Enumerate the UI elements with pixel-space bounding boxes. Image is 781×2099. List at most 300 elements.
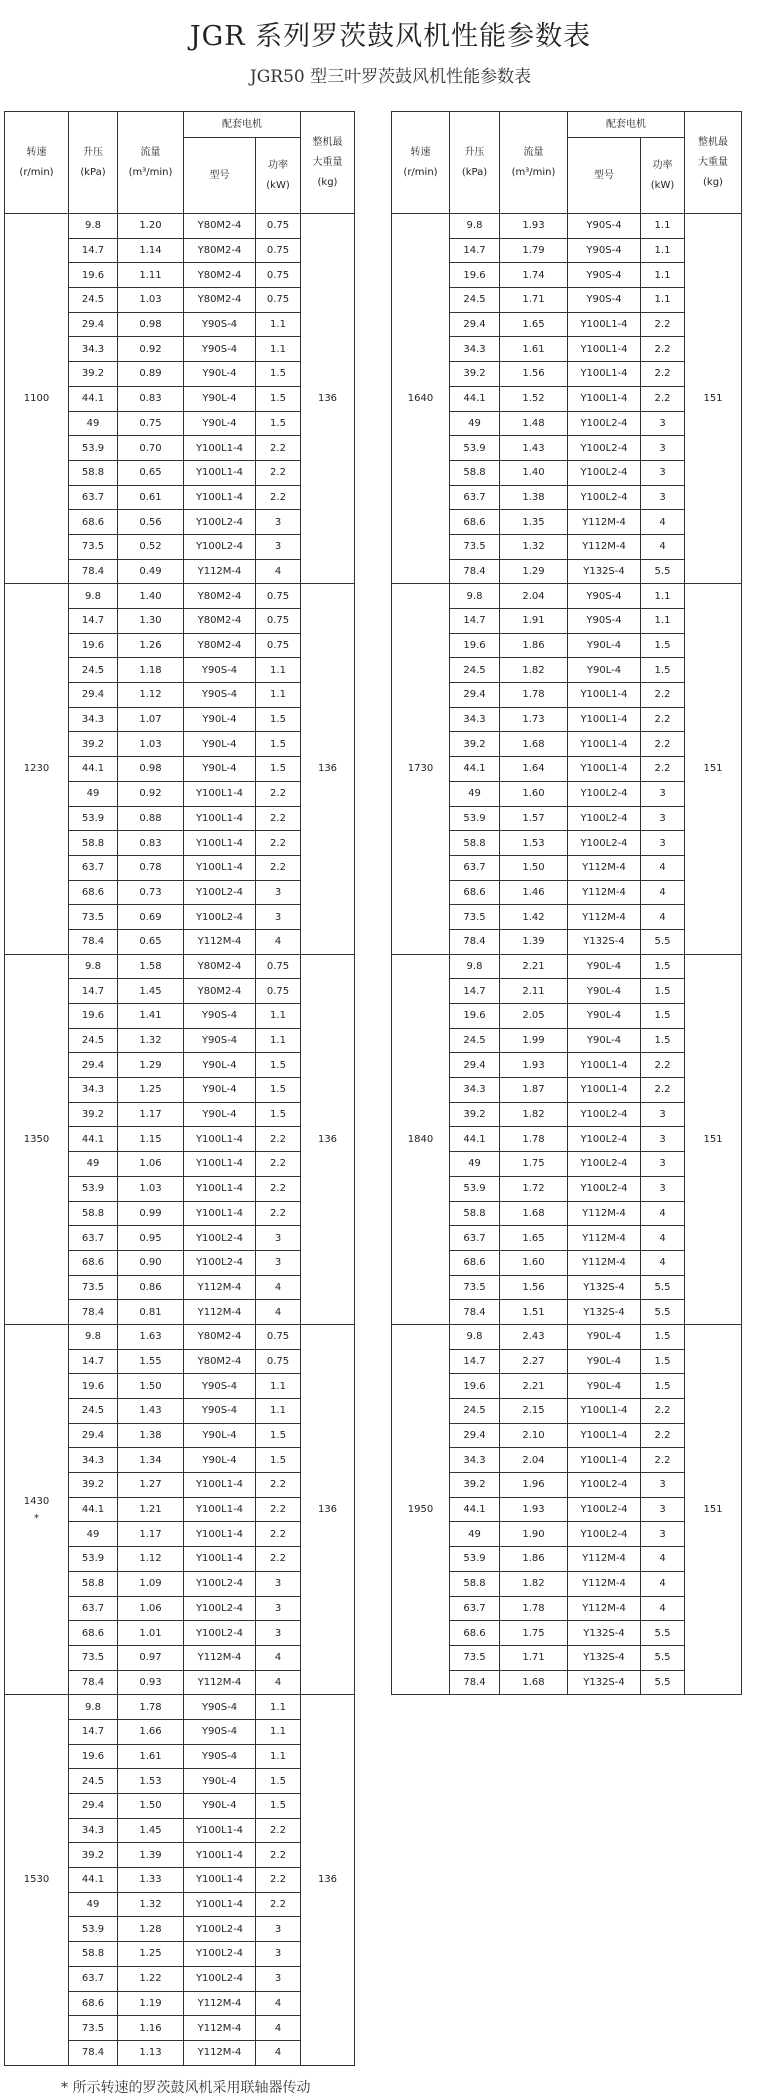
flow-cell: 1.38 <box>118 1423 184 1448</box>
flow-cell: 1.68 <box>500 1201 568 1226</box>
model-cell: Y90L-4 <box>184 386 256 411</box>
power-cell: 5.5 <box>641 1670 685 1695</box>
flow-cell: 1.50 <box>118 1374 184 1399</box>
power-cell: 1.5 <box>641 954 685 979</box>
model-cell: Y100L1-4 <box>568 757 641 782</box>
model-cell: Y90L-4 <box>184 707 256 732</box>
pressure-cell: 73.5 <box>69 905 118 930</box>
power-cell: 3 <box>256 1250 301 1275</box>
model-cell: Y132S-4 <box>568 1275 641 1300</box>
flow-cell: 1.45 <box>118 1818 184 1843</box>
pressure-cell: 34.3 <box>69 707 118 732</box>
model-cell: Y100L2-4 <box>184 1917 256 1942</box>
power-cell: 5.5 <box>641 1645 685 1670</box>
model-cell: Y90L-4 <box>568 633 641 658</box>
flow-cell: 1.60 <box>500 1250 568 1275</box>
pressure-cell: 78.4 <box>450 1670 500 1695</box>
flow-cell: 1.35 <box>500 510 568 535</box>
flow-cell: 1.01 <box>118 1621 184 1646</box>
model-cell: Y80M2-4 <box>184 1349 256 1374</box>
model-cell: Y112M-4 <box>568 1596 641 1621</box>
power-cell: 2.2 <box>256 1892 301 1917</box>
pressure-cell: 63.7 <box>69 1596 118 1621</box>
flow-cell: 1.28 <box>118 1917 184 1942</box>
weight-header: 整机最 大重量 (kg) <box>685 112 742 214</box>
power-cell: 0.75 <box>256 214 301 239</box>
model-cell: Y112M-4 <box>568 1571 641 1596</box>
table-row <box>392 954 742 979</box>
model-cell: Y90L-4 <box>568 979 641 1004</box>
model-cell: Y80M2-4 <box>184 263 256 288</box>
model-cell: Y80M2-4 <box>184 238 256 263</box>
power-cell: 4 <box>641 534 685 559</box>
flow-cell: 1.86 <box>500 633 568 658</box>
power-header: 功率 (kW) <box>641 138 685 214</box>
table-body-left <box>5 214 355 2066</box>
pressure-cell: 53.9 <box>450 1547 500 1572</box>
power-cell: 1.1 <box>641 238 685 263</box>
power-cell: 1.5 <box>256 386 301 411</box>
flow-cell: 1.19 <box>118 1991 184 2016</box>
flow-cell: 1.09 <box>118 1571 184 1596</box>
pressure-cell: 53.9 <box>69 1547 118 1572</box>
flow-cell: 2.21 <box>500 1374 568 1399</box>
pressure-cell: 9.8 <box>450 584 500 609</box>
power-cell: 4 <box>641 510 685 535</box>
power-cell: 3 <box>256 1226 301 1251</box>
pressure-cell: 14.7 <box>69 1349 118 1374</box>
power-cell: 2.2 <box>256 1547 301 1572</box>
model-cell: Y100L1-4 <box>184 831 256 856</box>
power-cell: 1.1 <box>641 609 685 634</box>
model-cell: Y100L2-4 <box>568 1176 641 1201</box>
weight-cell: 151 <box>685 214 742 584</box>
model-cell: Y90S-4 <box>184 1374 256 1399</box>
weight-cell: 136 <box>301 584 355 954</box>
power-cell: 1.1 <box>641 584 685 609</box>
model-cell: Y90L-4 <box>568 1374 641 1399</box>
pressure-cell: 19.6 <box>450 263 500 288</box>
power-cell: 5.5 <box>641 1621 685 1646</box>
model-cell: Y112M-4 <box>568 1547 641 1572</box>
flow-cell: 1.27 <box>118 1473 184 1498</box>
flow-cell: 1.68 <box>500 732 568 757</box>
pressure-cell: 9.8 <box>450 954 500 979</box>
power-cell: 3 <box>641 806 685 831</box>
power-cell: 1.5 <box>256 1448 301 1473</box>
flow-cell: 1.87 <box>500 1078 568 1103</box>
model-cell: Y100L2-4 <box>568 1152 641 1177</box>
pressure-cell: 53.9 <box>450 806 500 831</box>
power-cell: 1.5 <box>641 1324 685 1349</box>
flow-cell: 2.11 <box>500 979 568 1004</box>
model-cell: Y100L1-4 <box>568 707 641 732</box>
model-cell: Y90S-4 <box>184 1004 256 1029</box>
model-cell: Y90L-4 <box>184 411 256 436</box>
pressure-cell: 34.3 <box>69 1818 118 1843</box>
model-cell: Y90L-4 <box>184 1423 256 1448</box>
power-cell: 4 <box>256 2016 301 2041</box>
flow-cell: 1.40 <box>500 460 568 485</box>
model-cell: Y90S-4 <box>184 658 256 683</box>
power-cell: 3 <box>641 831 685 856</box>
power-cell: 3 <box>256 1571 301 1596</box>
pressure-cell: 19.6 <box>450 1004 500 1029</box>
flow-cell: 1.66 <box>118 1719 184 1744</box>
power-cell: 2.2 <box>641 1399 685 1424</box>
model-cell: Y100L1-4 <box>568 1448 641 1473</box>
pressure-cell: 9.8 <box>69 584 118 609</box>
flow-cell: 0.83 <box>118 386 184 411</box>
pressure-cell: 24.5 <box>69 1769 118 1794</box>
flow-cell: 1.06 <box>118 1596 184 1621</box>
power-cell: 1.5 <box>641 633 685 658</box>
pressure-cell: 44.1 <box>69 1497 118 1522</box>
pressure-cell: 34.3 <box>450 707 500 732</box>
speed-cell: 1950 <box>392 1324 450 1694</box>
flow-cell: 0.92 <box>118 781 184 806</box>
flow-cell: 1.53 <box>118 1769 184 1794</box>
power-cell: 1.5 <box>256 1794 301 1819</box>
flow-cell: 0.73 <box>118 880 184 905</box>
pressure-cell: 68.6 <box>69 510 118 535</box>
flow-cell: 0.70 <box>118 436 184 461</box>
power-cell: 4 <box>641 1596 685 1621</box>
flow-cell: 2.27 <box>500 1349 568 1374</box>
pressure-cell: 78.4 <box>69 1670 118 1695</box>
flow-cell: 1.74 <box>500 263 568 288</box>
speed-cell: 1100 <box>5 214 69 584</box>
pressure-cell: 24.5 <box>69 288 118 313</box>
pressure-cell: 34.3 <box>450 1448 500 1473</box>
power-cell: 1.5 <box>256 757 301 782</box>
pressure-cell: 44.1 <box>450 1127 500 1152</box>
pressure-cell: 24.5 <box>69 658 118 683</box>
flow-cell: 1.75 <box>500 1621 568 1646</box>
pressure-cell: 19.6 <box>69 1744 118 1769</box>
model-cell: Y90L-4 <box>568 1004 641 1029</box>
model-cell: Y90L-4 <box>184 1102 256 1127</box>
power-cell: 2.2 <box>641 757 685 782</box>
flow-cell: 1.93 <box>500 214 568 239</box>
flow-cell: 2.04 <box>500 584 568 609</box>
speed-cell: 1730 <box>392 584 450 954</box>
power-cell: 2.2 <box>256 436 301 461</box>
table-body-right <box>392 214 742 1695</box>
pressure-cell: 34.3 <box>69 337 118 362</box>
pressure-cell: 58.8 <box>450 831 500 856</box>
pressure-cell: 63.7 <box>69 1226 118 1251</box>
speed-cell: 1640 <box>392 214 450 584</box>
flow-cell: 1.82 <box>500 1102 568 1127</box>
model-cell: Y80M2-4 <box>184 609 256 634</box>
flow-cell: 1.50 <box>118 1794 184 1819</box>
flow-cell: 2.21 <box>500 954 568 979</box>
model-cell: Y90S-4 <box>184 1744 256 1769</box>
flow-cell: 1.78 <box>500 683 568 708</box>
model-cell: Y100L1-4 <box>568 312 641 337</box>
model-cell: Y100L1-4 <box>184 1892 256 1917</box>
weight-cell: 151 <box>685 584 742 954</box>
power-cell: 3 <box>256 1596 301 1621</box>
weight-cell: 136 <box>301 954 355 1324</box>
flow-cell: 1.52 <box>500 386 568 411</box>
model-cell: Y132S-4 <box>568 929 641 954</box>
flow-cell: 1.56 <box>500 362 568 387</box>
pressure-cell: 34.3 <box>450 1078 500 1103</box>
pressure-cell: 78.4 <box>450 559 500 584</box>
power-cell: 2.2 <box>256 1843 301 1868</box>
power-cell: 1.1 <box>641 214 685 239</box>
pressure-cell: 29.4 <box>69 1053 118 1078</box>
power-cell: 4 <box>256 929 301 954</box>
model-cell: Y100L2-4 <box>184 880 256 905</box>
flow-cell: 1.82 <box>500 658 568 683</box>
flow-cell: 1.14 <box>118 238 184 263</box>
pressure-cell: 29.4 <box>450 1053 500 1078</box>
pressure-cell: 24.5 <box>450 1028 500 1053</box>
flow-cell: 1.22 <box>118 1966 184 1991</box>
flow-cell: 0.83 <box>118 831 184 856</box>
model-cell: Y90S-4 <box>568 263 641 288</box>
flow-cell: 1.34 <box>118 1448 184 1473</box>
model-cell: Y112M-4 <box>568 855 641 880</box>
flow-cell: 1.64 <box>500 757 568 782</box>
model-cell: Y90S-4 <box>184 312 256 337</box>
model-cell: Y100L1-4 <box>184 1473 256 1498</box>
model-cell: Y100L2-4 <box>568 1102 641 1127</box>
flow-cell: 1.32 <box>118 1892 184 1917</box>
pressure-cell: 49 <box>450 1522 500 1547</box>
model-cell: Y100L1-4 <box>184 781 256 806</box>
pressure-cell: 9.8 <box>69 1695 118 1720</box>
flow-cell: 1.43 <box>500 436 568 461</box>
model-cell: Y100L1-4 <box>184 1152 256 1177</box>
model-cell: Y90L-4 <box>568 1324 641 1349</box>
model-cell: Y100L2-4 <box>184 905 256 930</box>
model-cell: Y100L2-4 <box>184 1621 256 1646</box>
flow-cell: 1.38 <box>500 485 568 510</box>
power-cell: 0.75 <box>256 238 301 263</box>
pressure-cell: 9.8 <box>69 214 118 239</box>
power-cell: 2.2 <box>641 1053 685 1078</box>
pressure-cell: 14.7 <box>450 1349 500 1374</box>
flow-cell: 1.86 <box>500 1547 568 1572</box>
model-cell: Y112M-4 <box>568 1201 641 1226</box>
pressure-cell: 58.8 <box>69 1571 118 1596</box>
model-cell: Y90S-4 <box>184 337 256 362</box>
pressure-cell: 78.4 <box>69 559 118 584</box>
flow-cell: 2.05 <box>500 1004 568 1029</box>
weight-header: 整机最 大重量 (kg) <box>301 112 355 214</box>
flow-cell: 1.29 <box>118 1053 184 1078</box>
power-cell: 2.2 <box>256 806 301 831</box>
flow-cell: 0.99 <box>118 1201 184 1226</box>
power-cell: 2.2 <box>641 732 685 757</box>
power-cell: 4 <box>256 559 301 584</box>
pressure-cell: 39.2 <box>450 1473 500 1498</box>
flow-cell: 1.25 <box>118 1078 184 1103</box>
motor-header: 配套电机 <box>568 112 685 138</box>
flow-cell: 1.71 <box>500 288 568 313</box>
model-cell: Y90S-4 <box>184 1695 256 1720</box>
power-cell: 1.5 <box>641 1374 685 1399</box>
speed-header: 转速 (r/min) <box>392 112 450 214</box>
pressure-cell: 53.9 <box>69 806 118 831</box>
flow-cell: 1.03 <box>118 288 184 313</box>
weight-cell: 151 <box>685 954 742 1324</box>
pressure-cell: 73.5 <box>69 2016 118 2041</box>
flow-cell: 0.75 <box>118 411 184 436</box>
model-cell: Y90L-4 <box>184 1769 256 1794</box>
flow-cell: 1.79 <box>500 238 568 263</box>
flow-cell: 2.10 <box>500 1423 568 1448</box>
model-cell: Y100L2-4 <box>568 485 641 510</box>
model-cell: Y100L1-4 <box>568 1399 641 1424</box>
model-cell: Y90L-4 <box>184 1794 256 1819</box>
flow-cell: 1.16 <box>118 2016 184 2041</box>
power-cell: 1.5 <box>256 1102 301 1127</box>
model-cell: Y132S-4 <box>568 1621 641 1646</box>
flow-cell: 1.50 <box>500 855 568 880</box>
power-cell: 4 <box>256 1300 301 1325</box>
model-cell: Y100L2-4 <box>184 534 256 559</box>
pressure-cell: 44.1 <box>69 757 118 782</box>
power-cell: 3 <box>256 510 301 535</box>
flow-cell: 1.61 <box>118 1744 184 1769</box>
model-cell: Y112M-4 <box>184 1991 256 2016</box>
power-cell: 1.5 <box>256 362 301 387</box>
speed-header: 转速 (r/min) <box>5 112 69 214</box>
power-cell: 0.75 <box>256 1349 301 1374</box>
pressure-cell: 14.7 <box>450 979 500 1004</box>
flow-cell: 0.86 <box>118 1275 184 1300</box>
pressure-cell: 73.5 <box>450 1645 500 1670</box>
pressure-cell: 39.2 <box>69 362 118 387</box>
speed-cell: 1230 <box>5 584 69 954</box>
power-cell: 4 <box>641 1226 685 1251</box>
power-cell: 2.2 <box>641 1078 685 1103</box>
pressure-cell: 24.5 <box>450 1399 500 1424</box>
model-cell: Y100L1-4 <box>568 732 641 757</box>
flow-cell: 1.32 <box>500 534 568 559</box>
model-cell: Y100L1-4 <box>184 1201 256 1226</box>
model-cell: Y112M-4 <box>184 929 256 954</box>
power-cell: 2.2 <box>256 1152 301 1177</box>
power-cell: 1.1 <box>256 683 301 708</box>
power-cell: 4 <box>641 905 685 930</box>
pressure-cell: 73.5 <box>69 534 118 559</box>
model-cell: Y100L2-4 <box>568 460 641 485</box>
flow-cell: 1.33 <box>118 1868 184 1893</box>
flow-cell: 0.92 <box>118 337 184 362</box>
flow-cell: 1.03 <box>118 732 184 757</box>
power-cell: 3 <box>641 1176 685 1201</box>
table-row <box>392 214 742 239</box>
model-cell: Y112M-4 <box>184 559 256 584</box>
pressure-cell: 44.1 <box>69 1868 118 1893</box>
pressure-cell: 49 <box>69 411 118 436</box>
model-cell: Y100L1-4 <box>184 806 256 831</box>
flow-cell: 1.91 <box>500 609 568 634</box>
flow-cell: 1.41 <box>118 1004 184 1029</box>
power-cell: 3 <box>641 1127 685 1152</box>
flow-cell: 1.75 <box>500 1152 568 1177</box>
power-cell: 4 <box>256 2040 301 2065</box>
pressure-cell: 68.6 <box>450 1621 500 1646</box>
flow-cell: 1.12 <box>118 683 184 708</box>
pressure-cell: 34.3 <box>450 337 500 362</box>
flow-cell: 1.82 <box>500 1571 568 1596</box>
pressure-cell: 14.7 <box>69 609 118 634</box>
performance-table-right <box>391 111 742 1695</box>
model-cell: Y90S-4 <box>568 288 641 313</box>
power-cell: 3 <box>256 880 301 905</box>
power-cell: 3 <box>256 1621 301 1646</box>
flow-cell: 1.46 <box>500 880 568 905</box>
power-cell: 0.75 <box>256 609 301 634</box>
model-cell: Y90S-4 <box>184 683 256 708</box>
model-cell: Y100L1-4 <box>184 1127 256 1152</box>
pressure-cell: 29.4 <box>450 1423 500 1448</box>
motor-header: 配套电机 <box>184 112 301 138</box>
page-subtitle: JGR50 型三叶罗茨鼓风机性能参数表 <box>249 67 532 87</box>
table-row <box>5 954 355 979</box>
power-cell: 2.2 <box>641 386 685 411</box>
pressure-cell: 49 <box>69 1522 118 1547</box>
power-cell: 3 <box>641 1473 685 1498</box>
pressure-cell: 34.3 <box>69 1448 118 1473</box>
flow-cell: 0.89 <box>118 362 184 387</box>
power-cell: 3 <box>256 1917 301 1942</box>
model-cell: Y80M2-4 <box>184 633 256 658</box>
pressure-cell: 14.7 <box>69 238 118 263</box>
power-cell: 3 <box>256 905 301 930</box>
pressure-cell: 58.8 <box>69 1201 118 1226</box>
flow-cell: 1.60 <box>500 781 568 806</box>
power-cell: 3 <box>641 411 685 436</box>
model-cell: Y112M-4 <box>568 534 641 559</box>
pressure-cell: 63.7 <box>450 1596 500 1621</box>
power-cell: 2.2 <box>256 781 301 806</box>
pressure-cell: 29.4 <box>69 683 118 708</box>
flow-cell: 1.25 <box>118 1942 184 1967</box>
model-cell: Y112M-4 <box>184 2040 256 2065</box>
speed-cell: 1350 <box>5 954 69 1324</box>
pressure-cell: 24.5 <box>450 658 500 683</box>
power-cell: 4 <box>641 1571 685 1596</box>
power-cell: 1.5 <box>641 1028 685 1053</box>
model-cell: Y100L2-4 <box>568 831 641 856</box>
model-cell: Y100L1-4 <box>184 1497 256 1522</box>
power-cell: 1.5 <box>641 658 685 683</box>
model-cell: Y100L2-4 <box>568 1473 641 1498</box>
power-cell: 5.5 <box>641 929 685 954</box>
pressure-cell: 24.5 <box>69 1028 118 1053</box>
model-cell: Y90S-4 <box>568 584 641 609</box>
model-cell: Y100L1-4 <box>184 436 256 461</box>
model-cell: Y100L1-4 <box>568 1423 641 1448</box>
speed-mark: * <box>34 1512 39 1524</box>
power-cell: 5.5 <box>641 1300 685 1325</box>
power-cell: 0.75 <box>256 979 301 1004</box>
flow-cell: 1.18 <box>118 658 184 683</box>
speed-cell: 1430 * <box>5 1324 69 1694</box>
power-cell: 3 <box>641 1152 685 1177</box>
power-cell: 0.75 <box>256 584 301 609</box>
pressure-cell: 24.5 <box>69 1399 118 1424</box>
pressure-cell: 44.1 <box>69 1127 118 1152</box>
